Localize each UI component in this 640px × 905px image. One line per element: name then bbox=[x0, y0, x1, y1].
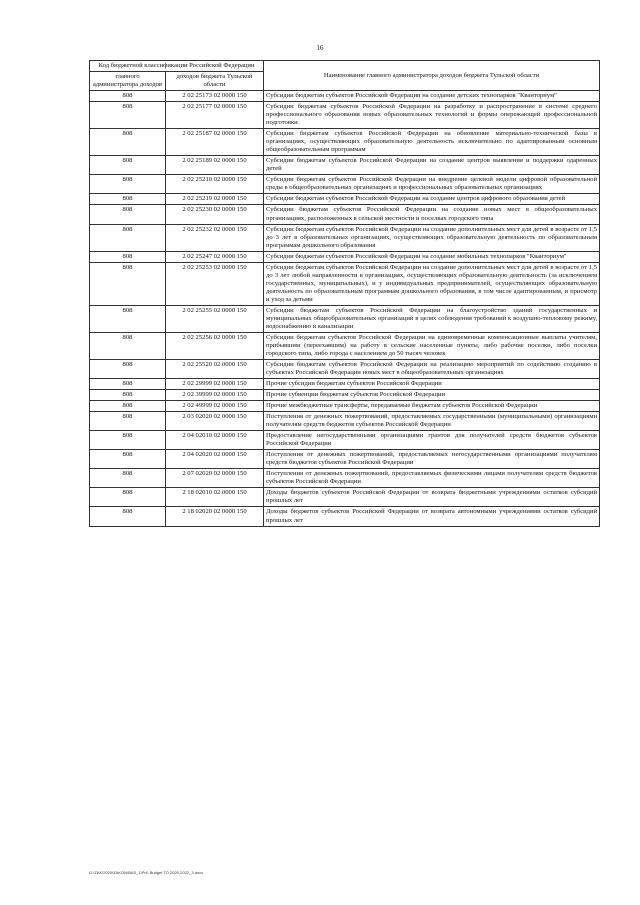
revenue-name-cell: Субсидии бюджетам субъектов Российской Федерации на благоустройство зданий государственных и муниципальных общеобразовательных организаций в целях соблюдения требований к воздушно-тепловому режиму, водоснабжению и канализации bbox=[264, 305, 600, 332]
revenue-name-cell: Субсидии бюджетам субъектов Российской Федерации на создание детских технопарков "Кванториум" bbox=[264, 91, 600, 102]
admin-code-cell: 808 bbox=[90, 431, 166, 450]
admin-code-cell: 808 bbox=[90, 251, 166, 262]
table-row bbox=[90, 412, 600, 431]
header-admin: главного администратора доходов bbox=[90, 72, 166, 91]
table-row bbox=[90, 175, 600, 194]
revenue-name-cell: Доходы бюджетов субъектов Российской Федерации от возврата бюджетными учреждениями остатков субсидий прошлых лет bbox=[264, 488, 600, 507]
revenue-name-cell: Субсидии бюджетам субъектов Российской Федерации на создание новых мест в общеобразовательных организациях, расположенных в сельской местности и поселках городского типа bbox=[264, 205, 600, 224]
admin-code-cell: 808 bbox=[90, 450, 166, 469]
revenue-name-cell: Поступления от денежных пожертвований, предоставляемых физическими лицами получателям средств бюджетов субъектов Российской Федерации bbox=[264, 469, 600, 488]
revenue-code-cell: 2 02 25247 02 0000 150 bbox=[166, 251, 264, 262]
table-row bbox=[90, 379, 600, 390]
admin-code-cell: 808 bbox=[90, 332, 166, 359]
revenue-code-cell: 2 02 25230 02 0000 150 bbox=[166, 205, 264, 224]
admin-code-cell: 808 bbox=[90, 262, 166, 305]
revenue-code-cell: 2 04 02020 02 0000 150 bbox=[166, 450, 264, 469]
admin-code-cell: 808 bbox=[90, 156, 166, 175]
revenue-name-cell: Субсидии бюджетам субъектов Российской Федерации на разработку и распространение в системе среднего профессионального образования новых образовательных технологий и формы опережающей профессиональной подготовки bbox=[264, 102, 600, 129]
table-row bbox=[90, 401, 600, 412]
revenue-name-cell: Поступления от денежных пожертвований, предоставляемых негосударственными организациями получателям средств бюджетов субъектов Российской Федерации bbox=[264, 450, 600, 469]
revenue-code-cell: 2 02 25219 02 0000 150 bbox=[166, 194, 264, 205]
table-row bbox=[90, 507, 600, 526]
revenue-code-cell: 2 02 25177 02 0000 150 bbox=[166, 102, 264, 129]
table-row bbox=[90, 102, 600, 129]
admin-code-cell: 808 bbox=[90, 469, 166, 488]
admin-code-cell: 808 bbox=[90, 390, 166, 401]
table-row bbox=[90, 205, 600, 224]
revenue-code-cell: 2 02 25253 02 0000 150 bbox=[166, 262, 264, 305]
revenue-name-cell: Субсидии бюджетам субъектов Российской Федерации на реализацию мероприятий по содействию созданию в субъектах Российской Федерации новых мест в общеобразовательных организациях bbox=[264, 360, 600, 379]
revenue-code-cell: 2 02 25187 02 0000 150 bbox=[166, 129, 264, 156]
revenue-code-cell: 2 02 29999 02 0000 150 bbox=[166, 379, 264, 390]
revenue-name-cell: Субсидии бюджетам субъектов Российской Федерации на внедрение целевой модели цифровой образовательной среды в общеобразовательных организациях и профессиональных образовательных организациях bbox=[264, 175, 600, 194]
table-row bbox=[90, 332, 600, 359]
table-row bbox=[90, 469, 600, 488]
header-code-group: Код бюджетной классификации Российской Федерации bbox=[90, 61, 264, 72]
page-number: 16 bbox=[316, 44, 324, 52]
table-row bbox=[90, 251, 600, 262]
revenue-code-cell: 2 07 02020 02 0000 150 bbox=[166, 469, 264, 488]
revenue-code-cell: 2 02 39999 02 0000 150 bbox=[166, 390, 264, 401]
revenue-name-cell: Субсидии бюджетам субъектов Российской Федерации на создание мобильных технопарков "Кванториум" bbox=[264, 251, 600, 262]
admin-code-cell: 808 bbox=[90, 305, 166, 332]
revenue-name-cell: Прочие межбюджетные трансферты, передаваемые бюджетам субъектов Российской Федерации bbox=[264, 401, 600, 412]
table-row bbox=[90, 224, 600, 251]
table-row bbox=[90, 390, 600, 401]
table-row bbox=[90, 129, 600, 156]
table-row bbox=[90, 194, 600, 205]
table-row bbox=[90, 450, 600, 469]
admin-code-cell: 808 bbox=[90, 360, 166, 379]
revenue-code-cell: 2 02 25173 02 0000 150 bbox=[166, 91, 264, 102]
admin-code-cell: 808 bbox=[90, 102, 166, 129]
admin-code-cell: 808 bbox=[90, 224, 166, 251]
revenue-code-cell: 2 02 25210 02 0000 150 bbox=[166, 175, 264, 194]
revenue-code-cell: 2 18 02020 02 0000 150 bbox=[166, 507, 264, 526]
admin-code-cell: 808 bbox=[90, 175, 166, 194]
header-row bbox=[90, 61, 600, 72]
revenue-name-cell: Субсидии бюджетам субъектов Российской Федерации на создание центров цифрового образования детей bbox=[264, 194, 600, 205]
admin-code-cell: 808 bbox=[90, 129, 166, 156]
revenue-name-cell: Субсидии бюджетам субъектов Российской Федерации на обновление материально-технической базы в организациях, осуществляющих образовательную деятельность исключительно по адаптированным основным общеобразовательным программам bbox=[264, 129, 600, 156]
revenue-code-cell: 2 04 02010 02 0000 150 bbox=[166, 431, 264, 450]
header-name: Наименование главного администратора доходов бюджета Тульской области bbox=[264, 61, 600, 91]
admin-code-cell: 808 bbox=[90, 194, 166, 205]
revenue-name-cell: Субсидии бюджетам субъектов Российской Федерации на создание дополнительных мест для детей в возрасте от 1,5 до 3 лет любой направленности в организациях, осуществляющих образовательную деятельность (за исключением государственных, муниципальных), и у индивидуальных предпринимателей, осуществляющих образовательную деятельность по образовательным программам дошкольного образования, в том числе адаптированным, и присмотр и уход за детьми bbox=[264, 262, 600, 305]
revenue-code-cell: 2 02 25189 02 0000 150 bbox=[166, 156, 264, 175]
table-body bbox=[90, 91, 600, 526]
revenue-name-cell: Субсидии бюджетам субъектов Российской Федерации на создание дополнительных мест для детей в возрасте от 1,5 до 3 лет в образовательных организациях, осуществляющих образовательную деятельность по образовательным программам дошкольного образования bbox=[264, 224, 600, 251]
admin-code-cell: 808 bbox=[90, 379, 166, 390]
revenue-name-cell: Прочие субсидии бюджетам субъектов Российской Федерации bbox=[264, 379, 600, 390]
revenue-code-cell: 2 03 02020 02 0000 150 bbox=[166, 412, 264, 431]
table-row bbox=[90, 305, 600, 332]
admin-code-cell: 808 bbox=[90, 507, 166, 526]
revenue-code-cell: 2 18 02010 02 0000 150 bbox=[166, 488, 264, 507]
table-row bbox=[90, 431, 600, 450]
revenue-name-cell: Прочие субвенции бюджетам субъектов Российской Федерации bbox=[264, 390, 600, 401]
admin-code-cell: 808 bbox=[90, 91, 166, 102]
revenue-code-cell: 2 02 25256 02 0000 150 bbox=[166, 332, 264, 359]
admin-code-cell: 808 bbox=[90, 488, 166, 507]
table-row bbox=[90, 262, 600, 305]
admin-code-cell: 808 bbox=[90, 412, 166, 431]
budget-classification-table bbox=[89, 60, 600, 527]
revenue-name-cell: Субсидии бюджетам субъектов Российской Федерации на создание центров выявления и поддержки одаренных детей bbox=[264, 156, 600, 175]
revenue-code-cell: 2 02 25232 02 0000 150 bbox=[166, 224, 264, 251]
revenue-name-cell: Субсидии бюджетам субъектов Российской Федерации на единовременные компенсационные выплаты учителям, прибывшим (переехавшим) на работу в сельские населенные пункты, либо рабочие поселки, либо поселки городского типа, либо города с населением до 50 тысяч человек bbox=[264, 332, 600, 359]
admin-code-cell: 808 bbox=[90, 401, 166, 412]
header-revenue-code: доходов бюджета Тульской области bbox=[166, 72, 264, 91]
revenue-name-cell: Поступления от денежных пожертвований, предоставляемых государственными (муниципальными) организациями получателям средств бюджетов субъектов Российской Федерации bbox=[264, 412, 600, 431]
revenue-name-cell: Предоставление негосударственными организациями грантов для получателей средств бюджетов субъектов Российской Федерации bbox=[264, 431, 600, 450]
table-row bbox=[90, 91, 600, 102]
revenue-name-cell: Доходы бюджетов субъектов Российской Федерации от возврата автономными учреждениями остатков субсидий прошлых лет bbox=[264, 507, 600, 526]
revenue-code-cell: 2 02 49999 02 0000 150 bbox=[166, 401, 264, 412]
admin-code-cell: 808 bbox=[90, 205, 166, 224]
file-path-footer: G:\ZAK\2020\ZAKON\BAS_1\Pril. Budget TO 2020-2022_3.docx bbox=[89, 870, 204, 875]
table-row bbox=[90, 156, 600, 175]
revenue-code-cell: 2 02 25520 02 0000 150 bbox=[166, 360, 264, 379]
table-row bbox=[90, 360, 600, 379]
table-row bbox=[90, 488, 600, 507]
revenue-code-cell: 2 02 25255 02 0000 150 bbox=[166, 305, 264, 332]
